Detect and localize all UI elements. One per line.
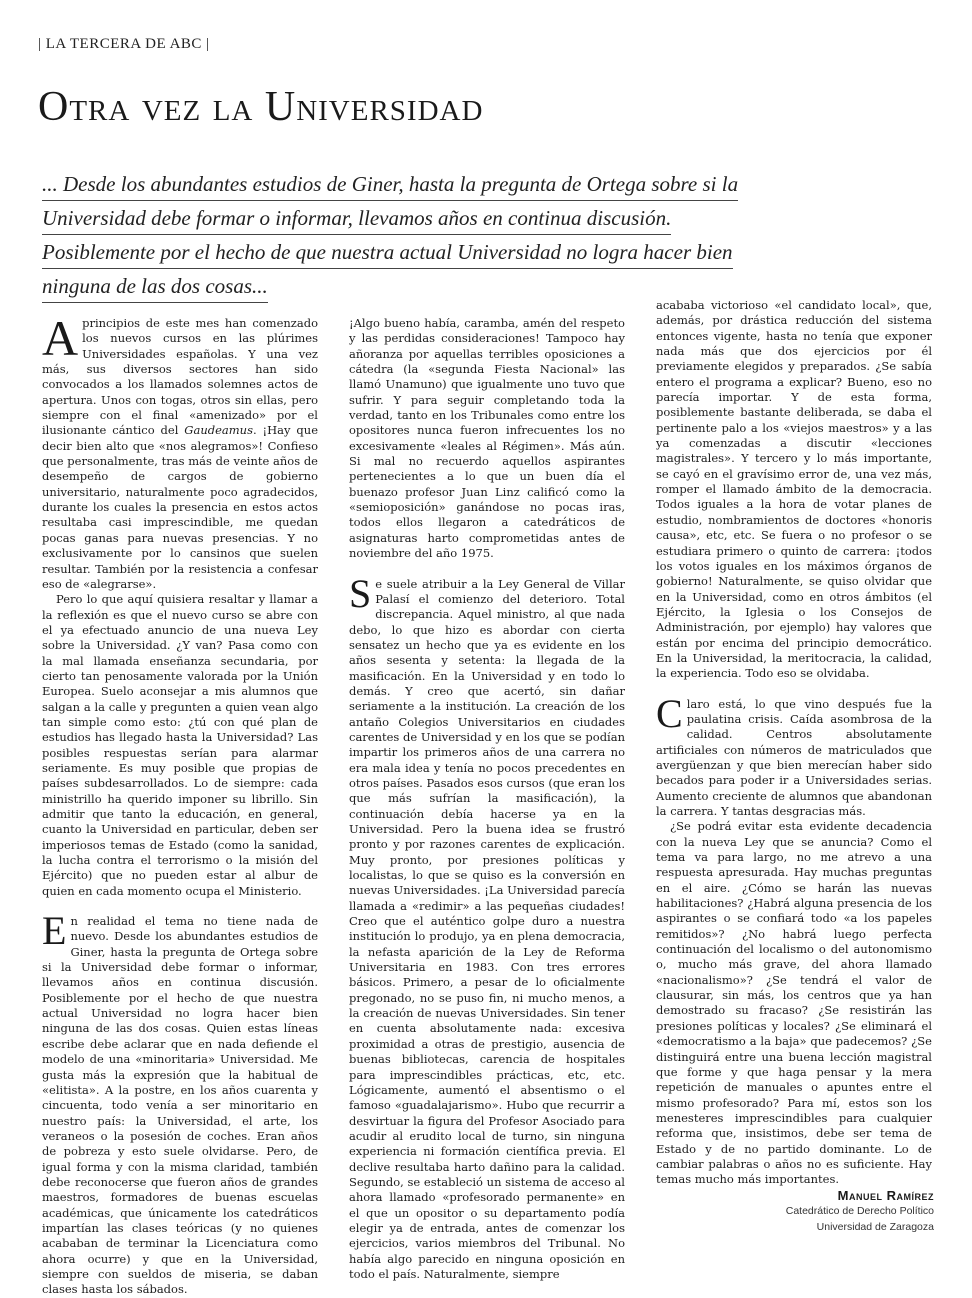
paragraph	[42, 908, 318, 1298]
section-tag: | LA TERCERA DE ABC |	[38, 36, 210, 52]
drop-cap: C	[656, 690, 683, 736]
subtitle-line: Universidad debe formar o informar, llevamos años en continua discusión.	[42, 202, 671, 235]
drop-cap: S	[349, 570, 372, 616]
paragraph: ¿Se podrá evitar esta evidente decadencia con la nueva Ley que se anuncia? Como el tema va para largo, no me atrevo a una respuesta apresurada. Hay muchas preguntas en el aire. ¿Cómo se harán las nuevas habilitaciones? ¿Habrá alguna presencia de los aspirantes o se confiará todo «a los papeles remitidos»? ¿No habrá luego perfecta continuación del localismo o del autonomismo o, mucho más grave, del ahora llamado «nacionalismo»? ¿Se tendrá el valor de clausurar, sin más, los centros que ya han demostrado su fracaso? ¿Se resistirán las presiones políticas y locales? ¿Se eliminará el «democratismo a la baja» que padecemos? ¿Se distinguirá entre una buena lección magistral que forme y que haga pensar y la mera repetición de manuales o apuntes entre el mismo profesorado? Para mí, estos son los menesteres imprescindibles para cualquier reforma que, insistimos, debe ser tema de Estado y de no partido dominante. Lo de cambiar palabras o años no es suficiente. Hay temas mucho más importantes.	[656, 819, 932, 1187]
paragraph	[42, 310, 318, 592]
subtitle-line: ninguna de las dos cosas...	[42, 270, 268, 303]
author-institution: Universidad de Zaragoza	[816, 1221, 934, 1233]
paragraph-text: . ¡Hay que decir bien alto que «nos alegramos»! Confieso que personalmente, tras más de veinte años de desempeño de cargos de gobierno universitario, naturalmente poco agradecidos, durante los cuales la presencia en estos actos resultaba casi imprescindible, me quedan pocas ganas para nuevas presencias. Y no exclusivamente por lo cansinos que suelen resultar. También por la resistencia a confesar eso de «alegrarse».	[42, 423, 318, 591]
paragraph	[656, 690, 932, 820]
article-column-2	[349, 316, 625, 1281]
paragraph-text: principios de este mes han comenzado los nuevos cursos en las plúrimes Universidades españolas. Y una vez más, sus diversos sectores han sido convocados a los llamados solemnes actos de apertura. Unos con togas, otros sin ellas, pero siempre con el final «amenizado» por el ilusionante cántico del	[42, 316, 318, 438]
drop-cap: E	[42, 908, 67, 954]
emphasis-text: Gaudeamus	[184, 423, 253, 438]
page-title: Otra vez la Universidad	[38, 84, 484, 130]
signature	[786, 1188, 934, 1235]
subtitle	[42, 168, 937, 304]
subtitle-line: ... Desde los abundantes estudios de Giner, hasta la pregunta de Ortega sobre si la	[42, 168, 738, 201]
paragraph: acababa victorioso «el candidato local», que, además, por drástica reducción del sistema entonces vigente, hasta no tenía que exponer nada más que dos ejercicios por él previamente elegidos y preparados. ¿Se sabía entero el programa a explicar? Bueno, eso no parecía importar. Y de esta forma, posiblemente bastante deliberada, se daba el pertinente palo a los «viejos maestros» y a las ya comenzadas a discutir «lecciones magistrales». Y tercero y lo más importante, se cayó en el gravísimo error de, una vez más, romper el llamado ámbito de la democracia. Todos iguales a la hora de votar planes de estudio, nombramientos de doctores «honoris causa», etc, etc. Se fuera o no profesor o se estudiara primero o quinto de carrera: ¡todos los votos iguales en los máximos órganos de gobierno! Naturalmente, se quiso olvidar que en la Universidad, como en otros ámbitos (el Ejército, la Iglesia o los Consejos de Administración, por ejemplo) hay valores que están por encima del principio democrático. En la Universidad, la meritocracia, la calidad, la experiencia. Todo eso se olvidaba.	[656, 298, 932, 681]
subtitle-line: Posiblemente por el hecho de que nuestra actual Universidad no logra hacer bien	[42, 236, 733, 269]
author-position: Catedrático de Derecho Político	[785, 1205, 934, 1217]
paragraph	[349, 570, 625, 1283]
paragraph-text: e suele atribuir a la Ley General de Villar Palasí el comienzo del deterioro. Total discrepancia. Aquel ministro, al que nada debo, lo que hizo es abordar con cierta sensatez un hecho que ya es evidente en los años sesenta y setenta: la llegada de la masificación. En la Universidad y en todo lo demás. Y creo que acertó, sin dañar seriamente a la institución. La creación de los antaño Colegios Universitarios en ciudades carentes de Universidad y en los que se podían impartir los primeros años de una carrera no era mala idea y tenía no pocos precedentes en otros países. Pasados esos cursos (que eran los que más sufrían la masificación), la continuación debía hacerse ya en la Universidad. Pero la buena idea se frustró pronto y por razones carentes de explicación. Muy pronto, por presiones políticas y localistas, lo que se quiso es la conversión en nuevas Universidades. ¡La Universidad parecía llamada a «redimir» a las pequeñas ciudades! Creo que el auténtico golpe duro a nuestra institución lo produjo, ya en plena democracia, la nefasta aparición de la Ley de Reforma Universitaria en 1983. Con tres errores básicos. Primero, a pesar de lo oficialmente pregonado, no se puso fin, ni mucho menos, a la creación de nuevas Universidades. Sin tener en cuenta absolutamente nada: excesiva proximidad a otras de prestigio, ausencia de buenas bibliotecas, carencia de hospitales para imprescindibles prácticas, etc, etc. Lógicamente, aumentó el absentismo o el famoso «guadalajarismo». Hubo que recurrir a desvirtuar la figura del Profesor Asociado para acudir al erudito local de turno, sin ninguna experiencia ni formación científica previa. El declive resultaba harto dañino para la calidad. Segundo, se estableció un sistema de acceso al ahora llamado «profesorado permanente» en el que un opositor o su departamento podía elegir ya de entrada, antes de comenzar los ejercicios, varios miembros del Tribunal. No había algo parecido en ninguna oposición en todo el país. Naturalmente, siempre	[349, 576, 625, 1281]
paragraph-text: n realidad el tema no tiene nada de nuevo. Desde los abundantes estudios de Giner, hasta la pregunta de Ortega sobre si la Universidad debe formar o informar, llevamos años en continua discusión. Posiblemente por el hecho de que nuestra actual Universidad no logra hacer bien ninguna de las dos cosas. Quien estas líneas escribe debe aclarar que en nada defiende el modelo de una «minoritaria» Universidad. Me gusta más la expresión que la habitual de «elitista». A la postre, en los años cuarenta y cincuenta, todo venía a ser minoritario en nuestro país: la Universidad, el arte, los veraneos o la posesión de coches. Eran años de pobreza y esto suele olvidarse. Pero, de igual forma y con la misma claridad, también debe reconocerse que fueron años de grandes maestros, formadores de buenas escuelas académicas, que únicamente los catedráticos impartían las clases teóricas (y no quienes acababan de terminar la Licenciatura como ahora ocurre) y que en la Universidad, siempre con sueldos de miseria, se daban clases hasta los sábados.	[42, 914, 318, 1297]
paragraph: ¡Algo bueno había, caramba, amén del respeto y las perdidas consideraciones! Tampoco hay añoranza por aquellas terribles oposiciones a cátedra (la «segunda Fiesta Nacional» las llamó Unamuno) que igualmente uno tuvo que sufrir. Y para seguir completando toda la verdad, tanto en los Tribunales como entre los opositores nunca fueron infrecuentes los no excesivamente «leales al Régimen». Más aún. Si mal no recuerdo aquellos aspirantes pertenecientes a lo que un buen día el buenazo profesor Juan Linz calificó como la «semioposición» ganándose no pocas iras, todos ellos llegaron a catedráticos de asignaturas harto comprometidas antes de noviembre del año 1975.	[349, 316, 625, 561]
paragraph-text: laro está, lo que vino después fue la paulatina crisis. Caída asombrosa de la calidad. Centros absolutamente artificiales con números de matriculados que avergüenzan y que bien merecían haber sido becados para poder ir a Universidades serias. Aumento creciente de alumnos que abandonan la carrera. Y tantas desgracias más.	[656, 696, 932, 818]
article-column-1	[42, 310, 318, 1297]
paragraph: Pero lo que aquí quisiera resaltar y llamar a la reflexión es que el nuevo curso se abre con el ya efectuado anuncio de una nueva Ley sobre la Universidad. ¿Y van? Pasa como con la mal llamada enseñanza secundaria, por cierto tan penosamente valorada por la Unión Europea. Suelo aconsejar a mis alumnos que salgan a la calle y pregunten a quien vean algo tan simple como esto: ¿tú con qué plan de estudios has llegado hasta la Universidad? Las posibles respuestas serían para alarmar seriamente. Es muy posible que propias de países subdesarrollados. Lo de siempre: cada ministrillo ha querido imponer su librillo. Sin admitir que tanto la educación, en general, cuanto la Universidad en particular, deben ser imperiosos temas de Estado (como la sanidad, la lucha contra el terrorismo o la misión del Ejército) que no pueden estar al albur de quien en cada momento ocupa el Ministerio.	[42, 592, 318, 898]
article-column-3	[656, 298, 932, 1248]
author-name: Manuel Ramírez	[837, 1188, 934, 1203]
drop-cap: A	[42, 310, 79, 366]
